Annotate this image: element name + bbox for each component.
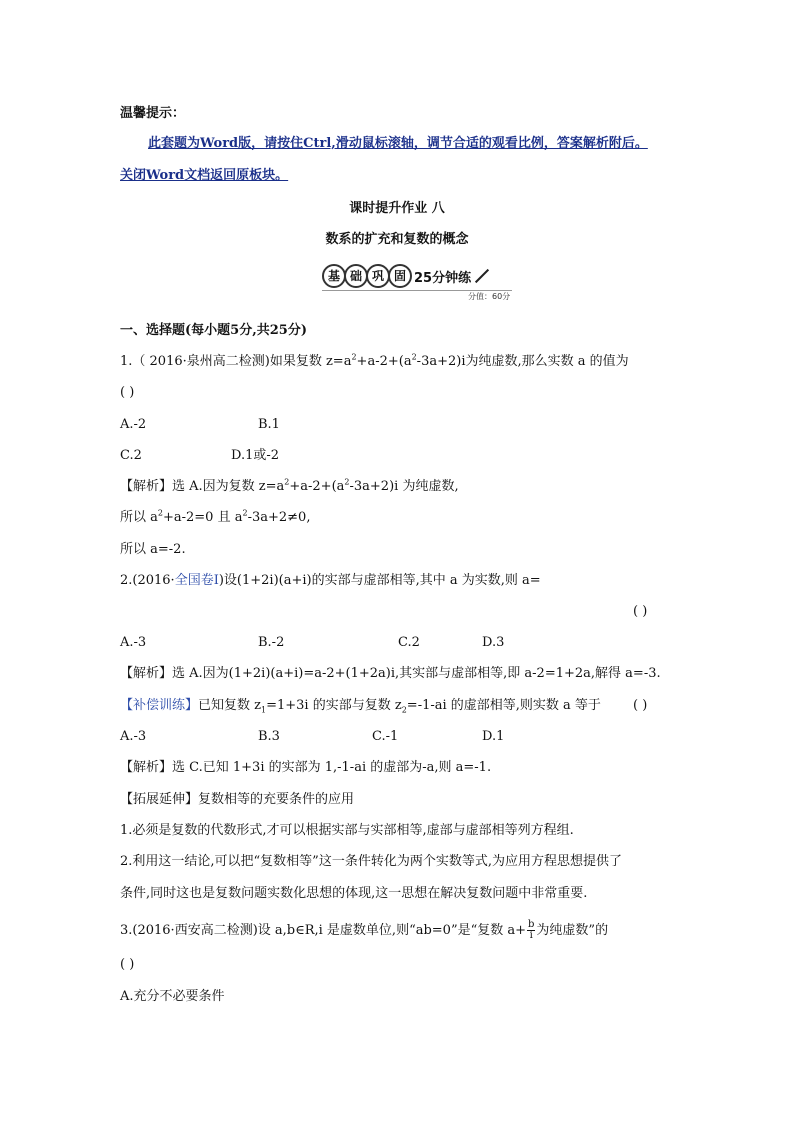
q2-answer: 【解析】选 A.因为(1+2i)(a+i)=a-2+(1+2a)i,其实部与虚部相等,即 a-2=1+2a,解得 a=-3. — [120, 666, 661, 681]
q1-option-a: A.-2 — [120, 417, 147, 432]
extra-option-b: B.3 — [258, 729, 280, 744]
question-3-stem: 3.(2016·西安高二检测)设 a,b∈R,i 是虚数单位,则“ab=0”是“复数 a+ $\frac{b}{i}$ 为纯虚数”的 — [120, 919, 609, 941]
extension-point-2b: 条件,同时这也是复数问题实数化思想的体现,这一思想在解决复数问题中非常重要. — [120, 886, 588, 901]
q2-option-a: A.-3 — [120, 635, 147, 650]
badge-char: 巩 — [366, 264, 390, 288]
tip-line-1: 此套题为Word版，请按住Ctrl,滑动鼠标滚轴，调节合适的观看比例，答案解析附后。 — [148, 136, 648, 151]
extra-option-d: D.1 — [482, 729, 505, 744]
q1-option-c: C.2 — [120, 448, 142, 463]
section-heading: 一、选择题(每小题5分,共25分) — [120, 323, 307, 338]
extra-training-stem: 【补偿训练】已知复数 $z_1=1+3i$ 的实部与复数 $z_2=-1-ai$ 的虚部相等,则实数 a 等于 — [120, 698, 601, 715]
badge-time: 25分钟练 — [414, 270, 472, 286]
badge-char: 础 — [344, 264, 368, 288]
badge-char: 基 — [322, 264, 346, 288]
q2-option-c: C.2 — [398, 635, 420, 650]
q1-answer-1: 【解析】选 A.因为复数 $z=a^2+a-2+(a^2-3a+2)i$ 为纯虚数, — [120, 477, 459, 494]
extension-title: 【拓展延伸】复数相等的充要条件的应用 — [120, 792, 355, 807]
fraction-b-over-i: $\frac{b}{i}$ — [528, 919, 535, 941]
extra-answer: 【解析】选 C.已知 1+3i 的实部为 1,-1-ai 的虚部为-a,则 a=-1. — [120, 760, 492, 775]
q1-answer-3: 所以 a=-2. — [120, 542, 186, 557]
tip-line-2: 关闭Word文档返回原板块。 — [120, 168, 289, 183]
q1-answer-2: 所以 $a^2+a-2=0$ 且 $a^2-3a+2\ne 0$, — [120, 508, 311, 525]
extra-option-a: A.-3 — [120, 729, 147, 744]
pen-icon — [475, 269, 489, 283]
q3-option-a: A.充分不必要条件 — [120, 989, 225, 1004]
tip-title: 温馨提示： — [120, 106, 186, 121]
extra-option-c: C.-1 — [372, 729, 399, 744]
extension-point-2a: 2.利用这一结论,可以把“复数相等”这一条件转化为两个实数等式,为应用方程思想提供了 — [120, 854, 622, 869]
question-3-paren: ( ) — [120, 957, 135, 972]
question-2-stem: 2.(2016·全国卷Ⅰ)设(1+2i)(a+i)的实部与虚部相等,其中 a 为实数,则 a= — [120, 573, 541, 588]
question-2-paren: ( ) — [633, 604, 648, 619]
extension-point-1: 1.必须是复数的代数形式,才可以根据实部与实部相等,虚部与虚部相等列方程组. — [120, 823, 574, 838]
q1-option-b: B.1 — [258, 417, 280, 432]
page-title: 课时提升作业 八 — [349, 201, 445, 216]
section-badge — [322, 265, 491, 287]
badge-char: 固 — [388, 264, 412, 288]
score-label: 分值：60分 — [468, 292, 511, 301]
q2-option-b: B.-2 — [258, 635, 285, 650]
question-1-stem: 1.（ 2016·泉州高二检测)如果复数 $z=a^2+a-2+(a^2-3a+2)i$为纯虚数,那么实数 a 的值为 — [120, 352, 629, 369]
q2-option-d: D.3 — [482, 635, 505, 650]
extra-training-paren: ( ) — [633, 698, 648, 713]
q1-option-d: D.1或-2 — [231, 448, 280, 463]
question-1-paren: ( ) — [120, 385, 135, 400]
page-subtitle: 数系的扩充和复数的概念 — [325, 232, 469, 247]
